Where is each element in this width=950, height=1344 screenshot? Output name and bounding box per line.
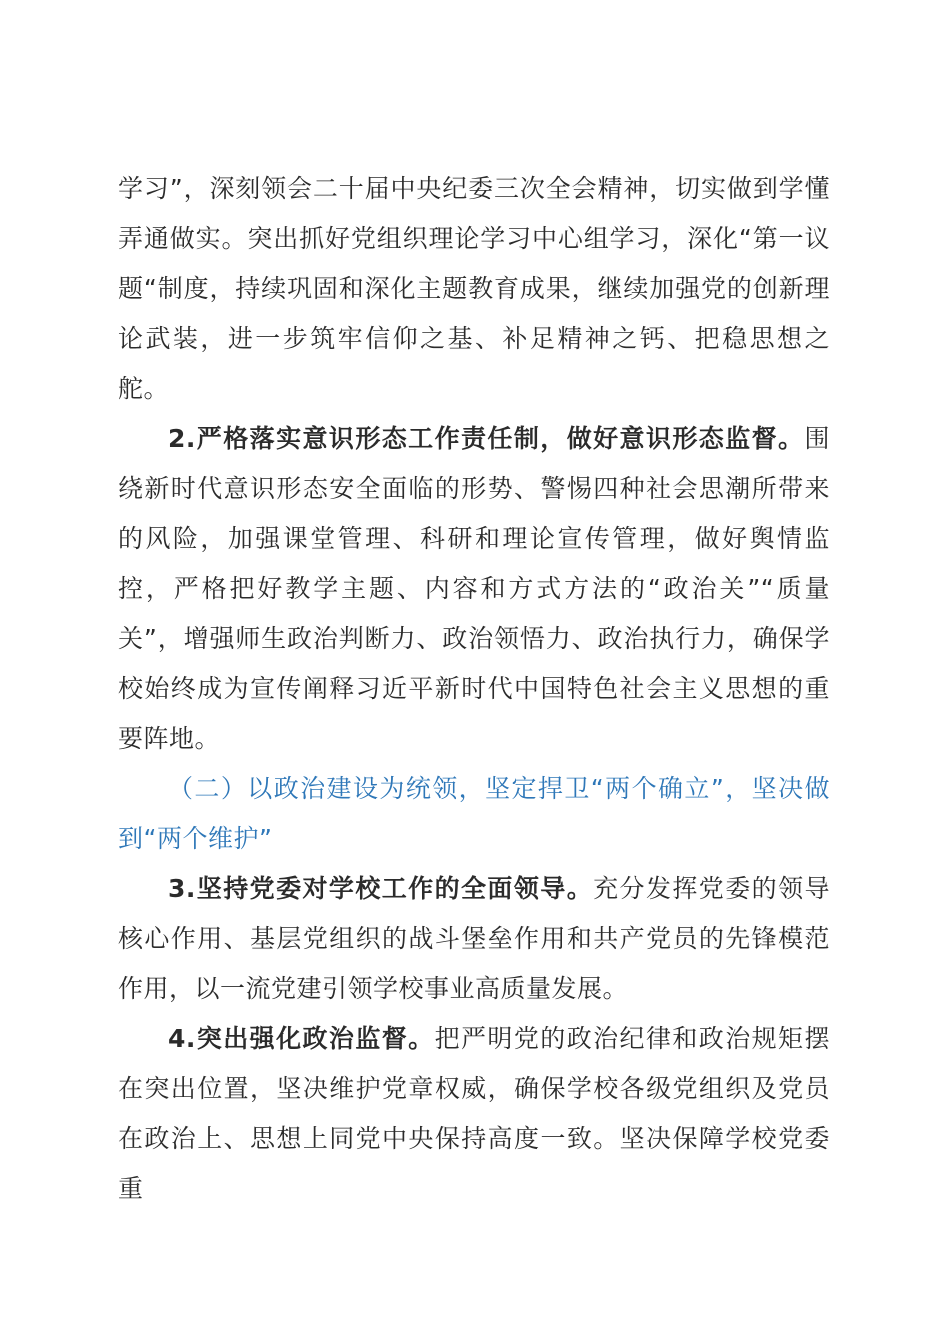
paragraph-lead: 4.突出强化政治监督。 [168, 1024, 435, 1053]
paragraph-body: 围绕新时代意识形态安全面临的形势、警惕四种社会思潮所带来的风险，加强课堂管理、科研和理论宣传管理，做好舆情监控，严格把好教学主题、内容和方式方法的“政治关”“质量关”，增强师生政治判断力、政治领悟力、政治执行力，确保学校始终成为宣传阐释习近平新时代中国特色社会主义思想的重要阵地。 [118, 424, 830, 753]
paragraph-political-supervision [118, 1014, 830, 1214]
paragraph-body: 充分发挥党委的领导核心作用、基层党组织的战斗堡垒作用和共产党员的先锋模范作用，以一流党建引领学校事业高质量发展。 [118, 874, 830, 1003]
paragraph-ideology-responsibility [118, 414, 830, 764]
paragraph-party-leadership [118, 864, 830, 1014]
paragraph-lead: 2.严格落实意识形态工作责任制，做好意识形态监督。 [168, 424, 805, 453]
document-page [118, 164, 830, 1214]
paragraph-study-continuation [118, 164, 830, 414]
paragraph-lead: 3.坚持党委对学校工作的全面领导。 [168, 874, 594, 903]
section-heading-political-construction: （二）以政治建设为统领，坚定捍卫“两个确立”，坚决做到“两个维护” [118, 774, 830, 853]
paragraph-body: 把严明党的政治纪律和政治规矩摆在突出位置，坚决维护党章权威，确保学校各级党组织及党员在政治上、思想上同党中央保持高度一致。坚决保障学校党委重 [118, 1024, 830, 1203]
paragraph-body: 学习”，深刻领会二十届中央纪委三次全会精神，切实做到学懂弄通做实。突出抓好党组织理论学习中心组学习，深化“第一议题“制度，持续巩固和深化主题教育成果，继续加强党的创新理论武装，进一步筑牢信仰之基、补足精神之钙、把稳思想之舵。 [118, 174, 830, 403]
